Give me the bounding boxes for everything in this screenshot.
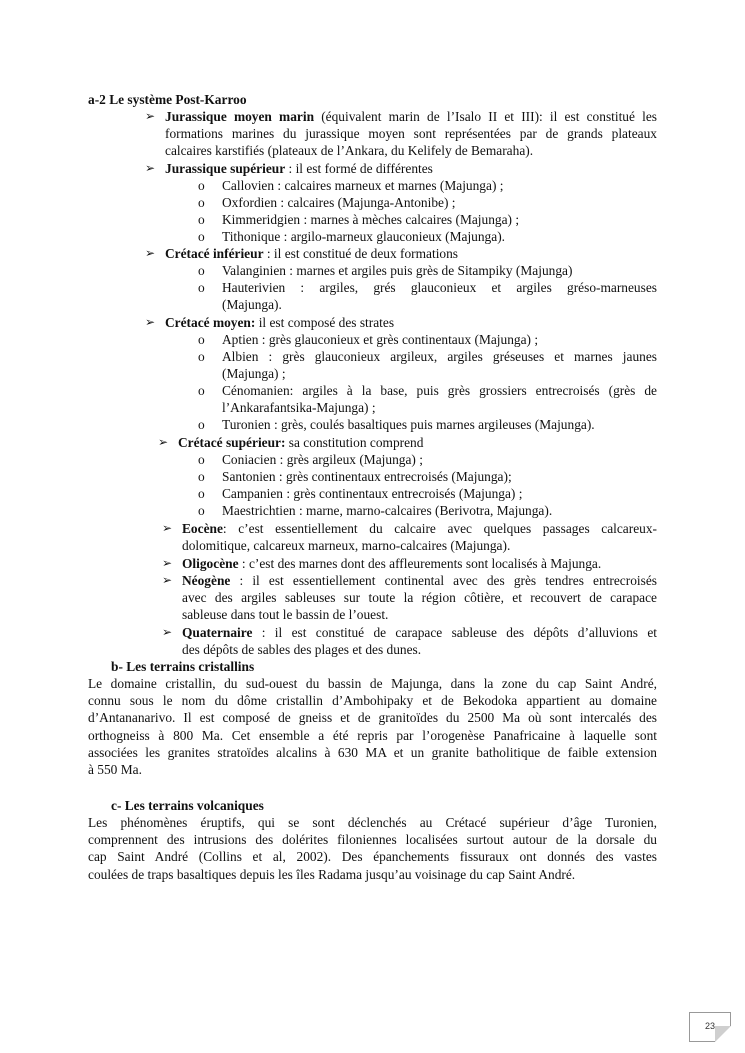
item-title: Jurassique supérieur xyxy=(165,161,286,176)
list-item-cretace-inferieur: ➢ Crétacé inférieur : il est constitué de deux formations xyxy=(145,246,459,261)
item-title: Jurassique moyen marin xyxy=(165,109,315,124)
circle-bullet-icon: o xyxy=(198,332,205,347)
arrow-bullet-icon: ➢ xyxy=(145,315,156,329)
section-b-paragraph: Le domaine cristallin, du sud-ouest du bassin de Majunga, dans la zone du cap Saint André, connu sous le nom du dôme cristallin d’Ambohipaky et de Bekodoka appartient au domaine d’Antananarivo. Il est composé de gneiss et de granitoïdes du 2500 Ma où sont intercalés des orthogneiss à 800 Ma. Cet ensemble a été repris par l’orogenèse Panafricaine à laquelle sont associées les granites stratoïdes alcalins à 630 MA et un granite batholitique de faible extension à 550 Ma. xyxy=(88,676,657,778)
circle-bullet-icon: o xyxy=(198,417,205,432)
item-title: Quaternaire xyxy=(182,625,253,640)
circle-bullet-icon: o xyxy=(198,452,205,467)
list-item-cretace-superieur: ➢ Crétacé supérieur: sa constitution comprend xyxy=(158,435,424,450)
item-title: Crétacé inférieur xyxy=(165,246,264,261)
arrow-bullet-icon: ➢ xyxy=(162,556,173,570)
sub-list-item: o Campanien : grès continentaux entrecroisés (Majunga) ; xyxy=(198,486,523,501)
section-a2-heading: a-2 Le système Post-Karroo xyxy=(88,92,247,107)
list-item-quaternaire: ➢ Quaternaire : il est constitué de carapace sableuse des dépôts d’alluvions et des dépôts de sables des plages et des dunes. xyxy=(162,625,657,658)
sub-list-item: o Callovien : calcaires marneux et marnes (Majunga) ; xyxy=(198,178,504,193)
page-number-box xyxy=(689,1012,731,1042)
page-number: 23 xyxy=(704,1021,715,1032)
arrow-bullet-icon: ➢ xyxy=(145,109,156,123)
list-item-jurassique-moyen: ➢ Jurassique moyen marin (équivalent marin de l’Isalo II et III): il est constitué les formations marines du jurassique moyen sont représentées par de grands plateaux calcaires karstifiés (plateaux de l’Ankara, du Kelifely de Bemaraha). xyxy=(145,109,658,159)
circle-bullet-icon: o xyxy=(198,383,205,398)
sub-list-item: o Santonien : grès continentaux entrecroisés (Majunga); xyxy=(198,469,512,484)
section-c-paragraph: Les phénomènes éruptifs, qui se sont déclenchés au Crétacé supérieur d’âge Turonien, comprennent des intrusions des dolérites filoniennes localisées surtout autour de la dorsale du cap Saint André (Collins et al, 2002). Des épanchements fissuraux ont donnés des vastes coulées de traps basaltiques depuis les îles Radama jusqu’au voisinage du cap Saint André. xyxy=(88,815,657,882)
page-fold-icon xyxy=(715,1026,731,1042)
sub-list-item: o Valanginien : marnes et argiles puis grès de Sitampiky (Majunga) xyxy=(198,263,573,278)
circle-bullet-icon: o xyxy=(198,263,205,278)
circle-bullet-icon: o xyxy=(198,486,205,501)
circle-bullet-icon: o xyxy=(198,178,205,193)
circle-bullet-icon: o xyxy=(198,229,205,244)
circle-bullet-icon: o xyxy=(198,280,205,295)
sub-list-item: o Aptien : grès glauconieux et grès continentaux (Majunga) ; xyxy=(198,332,539,347)
arrow-bullet-icon: ➢ xyxy=(158,435,169,449)
list-item-eocene: ➢ Eocène: c’est essentiellement du calcaire avec quelques passages calcareux- dolomitique, calcareux marneux, marno-calcaires (Majunga). xyxy=(162,521,657,554)
circle-bullet-icon: o xyxy=(198,349,205,364)
sub-list-item: o Maestrichtien : marne, marno-calcaires (Berivotra, Majunga). xyxy=(198,503,553,518)
section-b-heading: b- Les terrains cristallins xyxy=(111,659,255,674)
circle-bullet-icon: o xyxy=(198,503,205,518)
item-title: Crétacé supérieur: xyxy=(178,435,286,450)
list-item-jurassique-superieur: ➢ Jurassique supérieur : il est formé de différentes xyxy=(145,161,433,176)
sub-list-item: o Tithonique : argilo-marneux glauconieux (Majunga). xyxy=(198,229,506,244)
circle-bullet-icon: o xyxy=(198,212,205,227)
arrow-bullet-icon: ➢ xyxy=(145,161,156,175)
sub-list-item: o Albien : grès glauconieux argileux, argiles gréseuses et marnes jaunes (Majunga) ; xyxy=(198,349,657,382)
arrow-bullet-icon: ➢ xyxy=(145,246,156,260)
arrow-bullet-icon: ➢ xyxy=(162,521,173,535)
item-title: Oligocène xyxy=(182,556,239,571)
circle-bullet-icon: o xyxy=(198,469,205,484)
list-item-oligocene: ➢ Oligocène : c’est des marnes dont des affleurements sont localisés à Majunga. xyxy=(162,556,602,571)
sub-list-item: o Oxfordien : calcaires (Majunga-Antonibe) ; xyxy=(198,195,456,210)
sub-list-item: o Coniacien : grès argileux (Majunga) ; xyxy=(198,452,423,467)
item-title: Crétacé moyen: xyxy=(165,315,256,330)
sub-list-item: o Turonien : grès, coulés basaltiques puis marnes argileuses (Majunga). xyxy=(198,417,595,432)
sub-list-item: o Kimmeridgien : marnes à mèches calcaires (Majunga) ; xyxy=(198,212,520,227)
section-c-heading: c- Les terrains volcaniques xyxy=(111,798,264,813)
circle-bullet-icon: o xyxy=(198,195,205,210)
item-title: Néogène xyxy=(182,573,231,588)
list-item-cretace-moyen: ➢ Crétacé moyen: il est composé des strates xyxy=(145,315,395,330)
item-title: Eocène xyxy=(182,521,223,536)
sub-list-item: o Cénomanien: argiles à la base, puis grès grossiers entrecroisés (grès de l’Ankarafantsika-Majunga) ; xyxy=(198,383,657,416)
arrow-bullet-icon: ➢ xyxy=(162,573,173,587)
arrow-bullet-icon: ➢ xyxy=(162,625,173,639)
sub-list-item: o Hauterivien : argiles, grés glauconieux et argiles gréso-marneuses (Majunga). xyxy=(198,280,657,313)
list-item-neogene: ➢ Néogène : il est essentiellement continental avec des grès tendres entrecroisés avec des argiles sableuses sur toute la région côtière, et recouvert de carapace sableuse dans tout le bassin de l’ouest. xyxy=(162,573,657,623)
